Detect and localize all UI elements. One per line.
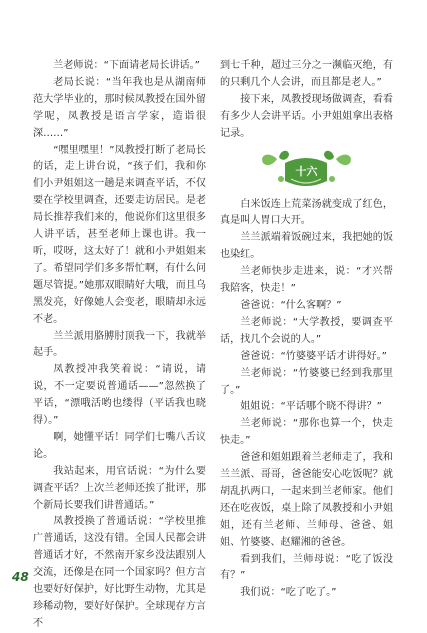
- paragraph: 老局长说：“当年我也是从湖南师范大学毕业的，那时候凤教授在国外留学呢，凤教授是语言学家，造诣很深……”: [33, 76, 206, 139]
- paragraph: 兰老师说：“大学教授，要调查平话，找几个会说的人。”: [220, 316, 393, 345]
- paragraph: 兰老师说：“竹婆婆已经到我那里了。”: [220, 367, 393, 396]
- chapter-number: 十六: [295, 164, 318, 178]
- paragraph: 我们说：“吃了吃了。”: [240, 587, 337, 599]
- page-number: 48: [12, 570, 29, 584]
- paragraph: 兰兰派用胳膊肘顶我一下，我就举起手。: [33, 330, 206, 359]
- paragraph: 爸爸和姐姐跟着兰老师走了，我和兰兰派、哥哥，爸爸能安心吃饭呢？就胡乱扒两口，一起来到兰老师家。他们还在吃夜饭，桌上除了凤教授和小尹姐姐，还有兰老师、兰师母、爸爸、姐姐、竹婆婆、赵耀湘的爸爸。: [220, 452, 393, 548]
- paragraph: 爸爸说：“竹婆婆平话才讲得好。”: [240, 350, 387, 362]
- right-column-top: [220, 58, 393, 143]
- chapter-badge: [220, 147, 393, 193]
- paragraph: “嘿里嘿里！”凤教授打断了老局长的话，走上讲台说，“孩子们，我和你们小尹姐姐这一趟是来调查平话，不仅要在学校里调查，还要走访居民。是老局长推荐我们来的，他说你们这里很多人讲平话，甚至老师上课也讲。我一听，哎呀，这太好了！就和小尹姐姐来了。希望同学们多多帮忙啊，有什么问题尽管提。”她那双眼睛好大哦，而且乌黑发亮，好像她人会变老，眼睛却永远不老。: [33, 144, 206, 325]
- paragraph: 我站起来，用官话说：“为什么要调查平话？上次兰老师还挨了批评，那个新局长要我们讲普通话。”: [33, 465, 206, 511]
- paragraph: 爸爸说：“什么客啊？”: [240, 299, 342, 311]
- paragraph: 白米饭连上荒菜汤就变成了红色，真是叫人胃口大开。: [220, 198, 393, 227]
- paragraph: 凤教授换了普通话说：“学校里推广普通话，这没有错。全国人民都会讲普通话才好，不然南开家乡没法跟别人交流，还像是在同一个国家吗？但方言也要好好保护，好比野生动物，尤其是珍稀动物，要好好保护。全球现存方言不: [33, 516, 206, 629]
- paragraph: 看到我们，兰师母说：“吃了饭没有？”: [220, 553, 393, 582]
- paragraph: 啊，她懂平话！同学们七嘴八舌议论。: [33, 431, 206, 460]
- right-column-bottom: [220, 197, 393, 603]
- paragraph: 兰兰派端着饭碗过来，我把她的饭也染红。: [220, 232, 393, 261]
- left-column: [33, 58, 206, 633]
- paragraph: 兰老师快步走进来，说：“才兴帮我陪客，快走！”: [220, 266, 393, 295]
- paragraph: 接下来，凤教授现场做调查，看看有多少人会讲平话。小尹姐姐拿出表格记录。: [220, 93, 393, 139]
- paragraph: 到七千种，超过三分之一濒临灭绝，有的只剩几个人会讲，而且都是老人。”: [220, 60, 393, 88]
- paragraph: 姐姐说：“平话哪个晓不得讲？”: [240, 401, 382, 413]
- paragraph: 凤教授冲我笑着说：“请说，请说，不一定要说普通话——”忽然换了平话，“漂哦活哟也缕得（平话我也晓得）。”: [33, 364, 206, 427]
- right-column: [220, 58, 393, 602]
- paragraph: 兰老师说：“下面请老局长讲话。”: [53, 60, 200, 71]
- paragraph: 兰老师说：“那你也算一个，快走快走。”: [220, 418, 393, 447]
